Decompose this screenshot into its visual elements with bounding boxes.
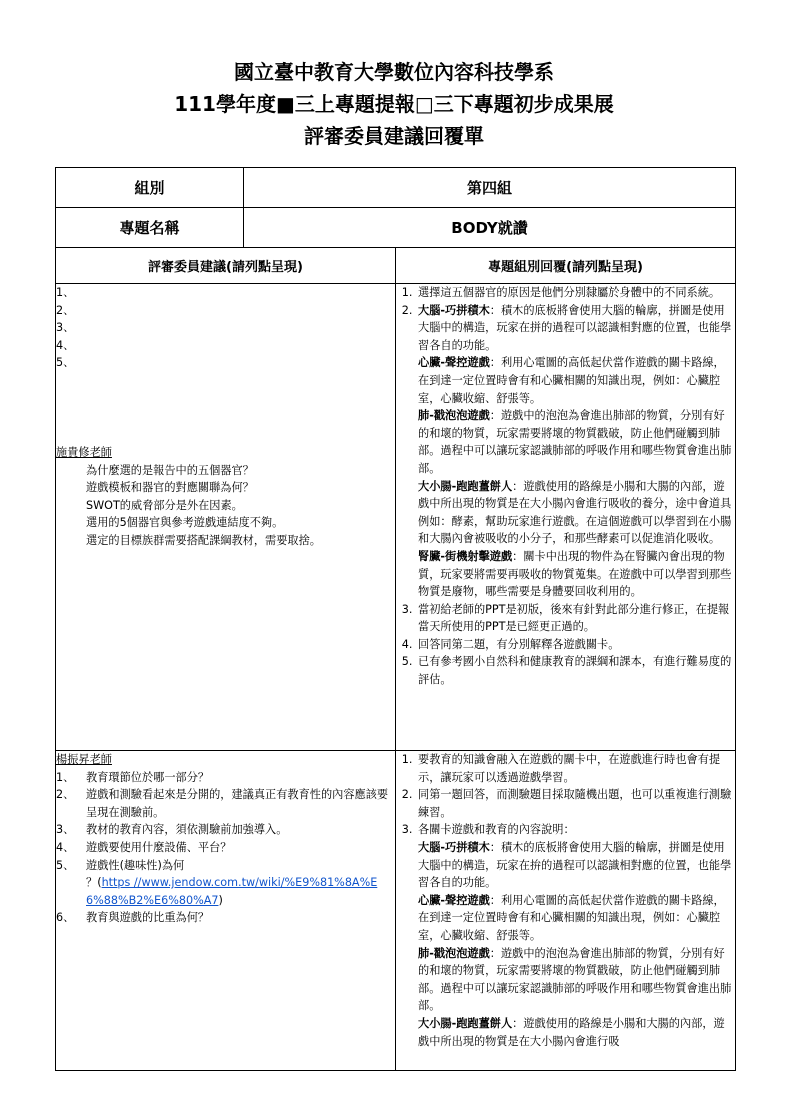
reviewer-comments-1 xyxy=(56,284,396,751)
game-description: 肺-戳泡泡遊戲：遊戲中的泡泡為會進出肺部的物質，分別有好的和壞的物質，玩家需要將壞的物質戳破，防止他們碰觸到肺部。過程中可以讓玩家認識肺部的呼吸作用和哪些物質會進出肺部。 xyxy=(418,409,732,475)
list-number: 1、 xyxy=(56,286,75,299)
question-item: 2、 遊戲和測驗看起來是分開的，建議真正有教育性的內容應該要呈現在測驗前。 xyxy=(56,788,389,819)
project-value: BODY就讚 xyxy=(244,208,736,248)
list-number: 4、 xyxy=(56,338,75,352)
question-link-line: ？(https //www.jendow.com.tw/wiki/%E9%81%8A%E6%88%B2%E6%80%A7) xyxy=(86,876,378,907)
question-item: 6、 教育與遊戲的比重為何？ xyxy=(56,911,210,925)
group-row xyxy=(56,168,736,208)
department-title: 國立臺中教育大學數位內容科技學系 xyxy=(234,60,554,84)
question-item: SWOT的威脅部分是外在因素。 xyxy=(86,498,243,512)
game-description: 腎臟-街機射擊遊戲：關卡中出現的物件為在腎臟內會出現的物質，玩家要將需要再吸收的物質蒐集。在遊戲中可以學習到那些物質是廢物，哪些需要是身體要回收利用的。 xyxy=(418,549,732,599)
reply-item: 3. 各關卡遊戲和教育的內容說明： 大腦-巧拼積木：積木的底板將會使用大腦的輪廓，拼圖是使用大腦中的構造，玩家在拚的過程可以認識相對應的位置，也能學習各自的功能。 心臟-聲控遊戲：利用心電圖的高低起伏當作遊戲的關卡路線，在到達一定位置時會有和心臟相關的知識出現，例如：心臟腔室，心臟收縮、舒張等。 肺-戳泡泡遊戲：遊戲中的泡泡為會進出肺部的物質，分別有好的和壞的物質，玩家需要將壞的物質戳破，防止他們碰觸到肺部。過程中可以讓玩家認識肺部的呼吸作用和哪些物質會進出肺部。 大小腸-跑跑薑餅人：遊戲使用的路線是小腸和大腸的內部，遊戲中所出現的物質是在大小腸內會進行吸 xyxy=(416,821,735,1050)
group-replies-2 xyxy=(396,751,736,1071)
list-number: 3、 xyxy=(56,321,75,335)
reply-column-header: 專題組別回覆(請列點呈現) xyxy=(396,248,736,284)
question-item: 選定的目標族群需要搭配課綱教材，需要取捨。 xyxy=(86,533,321,547)
reviewer-comments-2 xyxy=(56,751,396,1071)
reply-item: 1. 要教育的知識會融入在遊戲的關卡中，在遊戲進行時也會有提示，讓玩家可以透過遊戲學習。 xyxy=(416,751,735,786)
group-replies-1 xyxy=(396,284,736,751)
question-item: 5、 遊戲性(趣味性)為何 xyxy=(56,858,185,872)
question-item: 4、 遊戲要使用什麼設備、平台？ xyxy=(56,840,232,854)
project-row xyxy=(56,208,736,248)
game-description: 大腦-巧拼積木：積木的底板將會使用大腦的輪廓，拼圖是使用大腦中的構造，玩家在拚的過程可以認識相對應的位置，也能學習各自的功能。 xyxy=(418,840,732,890)
question-item: 為什麼選的是報告中的五個器官？ xyxy=(86,463,254,477)
group-value: 第四組 xyxy=(244,168,736,208)
question-item: 3、 教材的教育內容，須依測驗前加強導入。 xyxy=(56,823,288,837)
reply-item: 4. 回答同第二題，有分別解釋各遊戲關卡。 xyxy=(416,636,735,654)
question-item: 選用的5個器官與參考遊戲連結度不夠。 xyxy=(86,516,284,530)
teacher-name: 楊振昇老師 xyxy=(56,753,112,766)
project-label: 專題名稱 xyxy=(56,208,244,248)
reply-item xyxy=(416,302,735,601)
list-number: 2、 xyxy=(56,303,75,317)
reply-item: 3. 當初給老師的PPT是初版，後來有針對此部分進行修正，在提報當天所使用的PPT是已經更正過的。 xyxy=(416,601,735,636)
question-item: 遊戲模板和器官的對應關聯為何？ xyxy=(86,481,254,495)
game-description: 心臟-聲控遊戲：利用心電圖的高低起伏當作遊戲的關卡路線，在到達一定位置時會有和心臟相關的知識出現，例如：心臟腔室，心臟收縮、舒張等。 xyxy=(418,356,725,405)
game-description: 心臟-聲控遊戲：利用心電圖的高低起伏當作遊戲的關卡路線，在到達一定位置時會有和心臟相關的知識出現，例如：心臟腔室，心臟收縮、舒張等。 xyxy=(418,893,725,942)
reply-item: 2. 同第一題回答，而測驗題目採取隨機出題，也可以重複進行測驗練習。 xyxy=(416,786,735,821)
game-description: 肺-戳泡泡遊戲：遊戲中的泡泡為會進出肺部的物質，分別有好的和壞的物質，玩家需要將壞的物質戳破，防止他們碰觸到肺部。過程中可以讓玩家認識肺部的呼吸作用和哪些物質會進出肺部。 xyxy=(418,946,732,1013)
game-description: 大小腸-跑跑薑餅人：遊戲使用的路線是小腸和大腸的內部，遊戲中所出現的物質是在大小腸內會進行吸 xyxy=(418,1016,725,1048)
document-header xyxy=(0,56,788,152)
game-description: 2. 大腦-巧拼積木：積木的底板將會使用大腦的輪廓，拼圖是使用大腦中的構造，玩家在拼的過程可以認識相對應的位置，也能學習各自的功能。 xyxy=(418,303,732,352)
column-header-row xyxy=(56,248,736,284)
reply-item: 5. 已有參考國小自然科和健康教育的課綱和課本，有進行難易度的評估。 xyxy=(416,653,735,688)
form-title: 評審委員建議回覆單 xyxy=(304,124,484,148)
event-title: 111學年度■三上專題提報□三下專題初步成果展 xyxy=(174,92,614,116)
teacher-name: 施貴修老師 xyxy=(56,445,112,459)
feedback-block-1 xyxy=(56,284,736,751)
list-number: 5、 xyxy=(56,356,75,370)
group-label: 組別 xyxy=(56,168,244,208)
reviewer-column-header: 評審委員建議(請列點呈現) xyxy=(56,248,396,284)
reference-link[interactable]: https //www.jendow.com.tw/wiki/%E9%81%8A%E6%88%B2%E6%80%A7 xyxy=(86,876,378,907)
reply-item: 1. 選擇這五個器官的原因是他們分別隸屬於身體中的不同系統。 xyxy=(416,284,735,302)
question-item: 1、 教育環節位於哪一部分？ xyxy=(56,770,210,784)
game-description: 大小腸-跑跑薑餅人：遊戲使用的路線是小腸和大腸的內部，遊戲中所出現的物質是在大小腸內會進行吸收的養分，途中會道具例如：酵素，幫助玩家進行遊戲。在這個遊戲可以學習到在小腸和大腸內會被吸收的小分子，和那些酵素可以促進消化吸收。 xyxy=(418,479,732,546)
feedback-table xyxy=(55,167,736,1071)
feedback-block-2 xyxy=(56,751,736,1071)
